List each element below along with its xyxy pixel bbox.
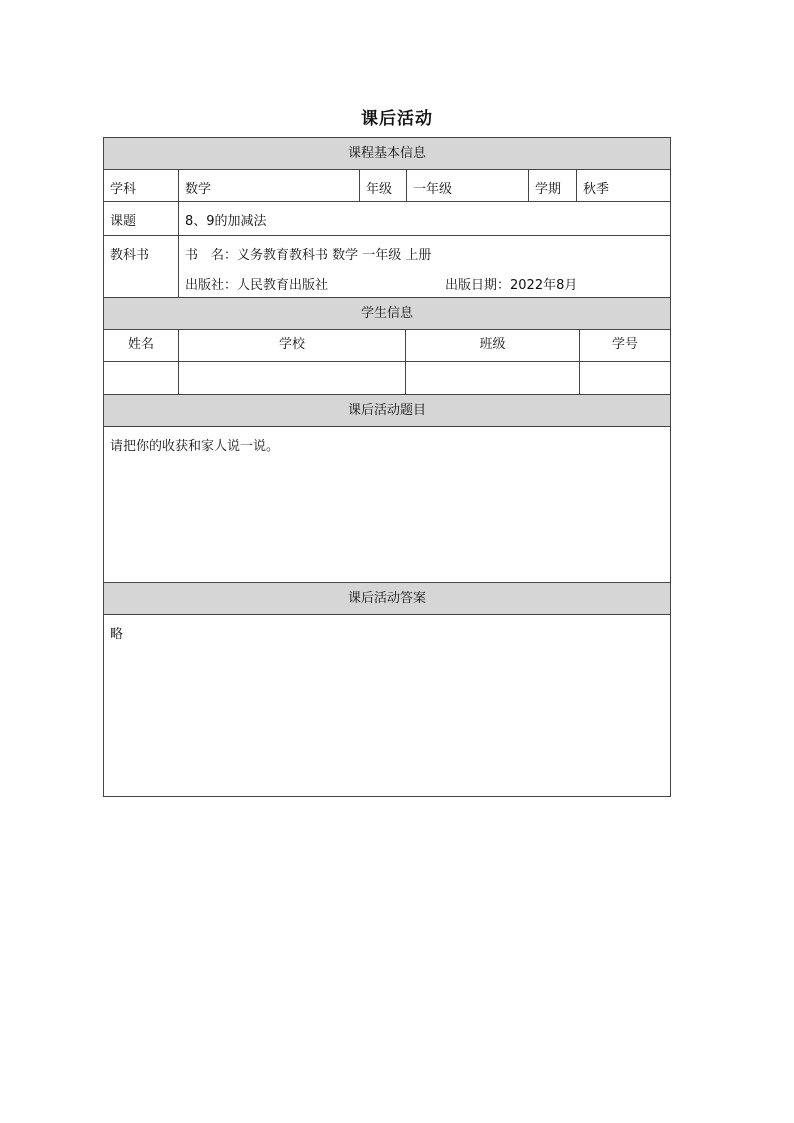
student-id-column-header: 学号 [611, 337, 638, 352]
question-text: 请把你的收获和家人说一说。 [110, 439, 280, 454]
subject-value: 数学 [185, 182, 212, 197]
grade-label: 年级 [366, 182, 393, 197]
subject-label-cell [104, 170, 179, 201]
page-title: 课后活动 [361, 109, 433, 129]
student-name-column-header: 姓名 [104, 330, 179, 361]
question-header: 课后活动题目 [104, 395, 670, 427]
topic-value: 8、9的加减法 [185, 214, 267, 229]
student-entry-row [104, 362, 670, 395]
student-school-column-header: 学校 [179, 330, 406, 361]
answer-text: 略 [110, 627, 124, 642]
course-info-header: 课程基本信息 [104, 138, 670, 170]
course-meta-row [104, 170, 670, 202]
textbook-info-cell [179, 236, 670, 297]
book-name-line: 书 名：义务教育教科书 数学 一年级 上册 [185, 248, 432, 263]
grade-value: 一年级 [413, 182, 453, 197]
answer-header: 课后活动答案 [104, 583, 670, 615]
topic-row [104, 202, 670, 236]
publisher-line: 出版社：人民教育出版社 [185, 278, 329, 293]
textbook-row [104, 236, 670, 298]
activity-form-table [103, 137, 671, 797]
topic-value-cell [179, 202, 670, 235]
student-class-cell[interactable] [406, 362, 580, 394]
term-value: 秋季 [583, 182, 610, 197]
term-label: 学期 [535, 182, 562, 197]
topic-label-cell [104, 202, 179, 235]
student-name-cell[interactable] [104, 362, 179, 394]
grade-label-cell [360, 170, 407, 201]
publish-date-line: 出版日期：2022年8月 [445, 278, 578, 293]
student-id-cell[interactable] [580, 362, 670, 394]
term-value-cell [577, 170, 670, 201]
grade-value-cell [407, 170, 529, 201]
student-class-column-header: 班级 [406, 330, 580, 361]
textbook-label-cell [104, 236, 179, 297]
answer-body [104, 615, 670, 796]
student-school-cell[interactable] [179, 362, 406, 394]
student-columns-row [104, 330, 670, 362]
question-body [104, 427, 670, 583]
term-label-cell [529, 170, 577, 201]
subject-label: 学科 [110, 182, 137, 197]
textbook-label: 教科书 [110, 248, 150, 263]
topic-label: 课题 [110, 214, 137, 229]
subject-value-cell [179, 170, 360, 201]
student-info-header: 学生信息 [104, 298, 670, 330]
